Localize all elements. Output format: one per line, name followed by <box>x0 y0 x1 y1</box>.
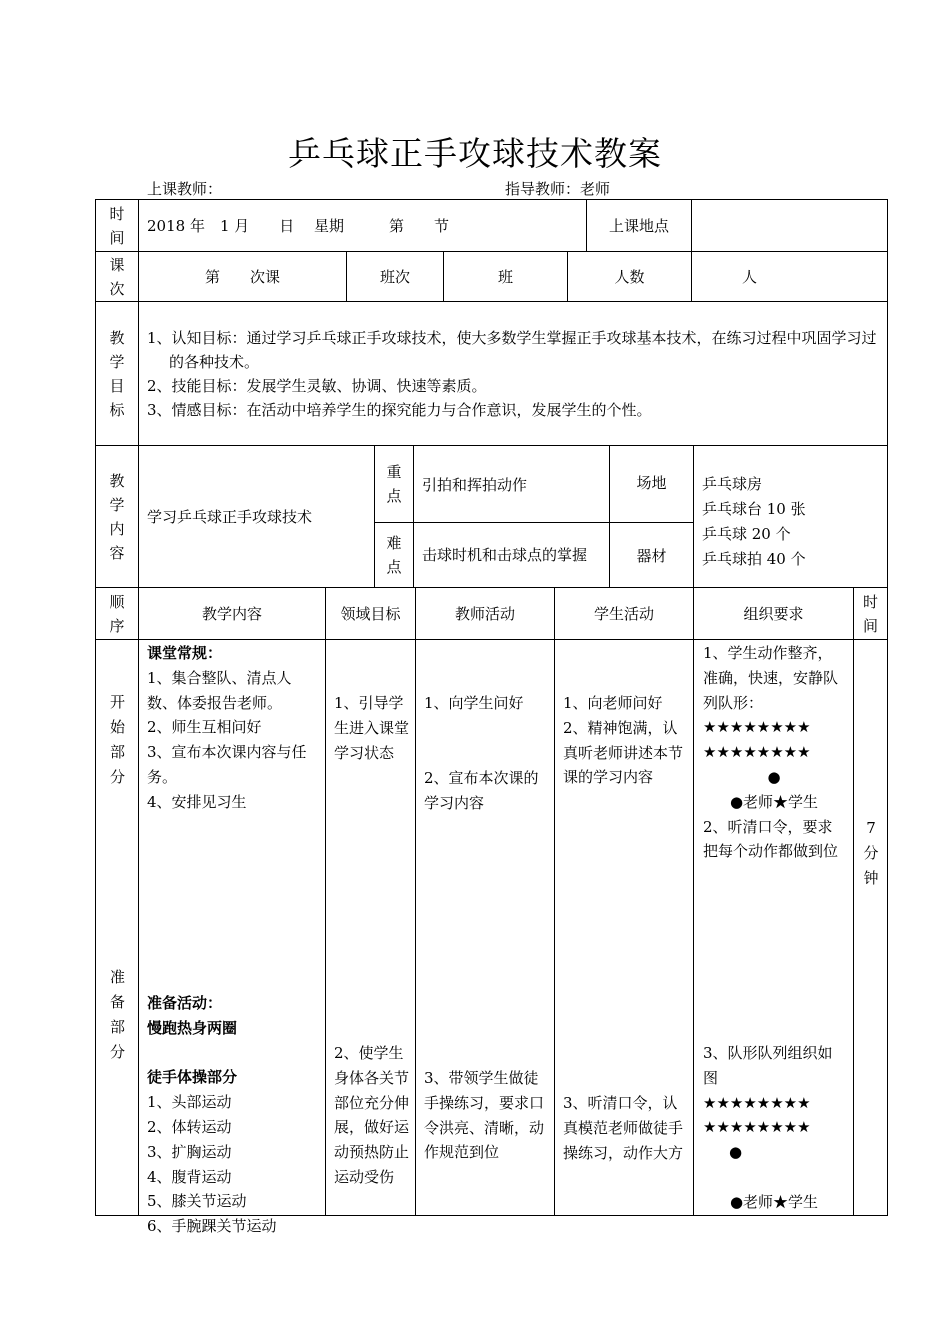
teacher-header: 教师活动 <box>416 588 555 640</box>
goals-label: 教 学 目 标 <box>96 302 139 446</box>
goals-list <box>139 302 888 446</box>
jog-title: 慢跑热身两圈 <box>147 1018 238 1037</box>
difficulty-label: 难 点 <box>375 523 414 588</box>
header-row <box>96 588 888 640</box>
content-label: 教 学 内 容 <box>96 446 139 588</box>
content-item: 2、体转运动 <box>147 1117 232 1136</box>
time-cell <box>854 640 888 1216</box>
resource-item: 乒乓球房 <box>702 474 763 493</box>
teacher-activity-3: 3、带领学生做徒手操练习，要求口令洪亮、清晰，动作规范到位 <box>424 1069 545 1162</box>
teacher-label: 上课教师： <box>147 180 223 198</box>
advisor-label: 指导教师：老师 <box>505 180 611 198</box>
teacher-dot: ● <box>767 767 781 786</box>
content-item: 4、安排见习生 <box>147 792 247 811</box>
topic-value: 学习乒乓球正手攻球技术 <box>139 446 375 588</box>
domain-header: 领域目标 <box>326 588 416 640</box>
count-value: 人 <box>692 252 888 302</box>
class-value: 班 <box>444 252 568 302</box>
content-table <box>95 445 888 588</box>
student-cell <box>555 640 694 1216</box>
prep-section-label: 准 备 部 分 <box>109 968 125 1061</box>
equipment-label: 器材 <box>610 523 694 588</box>
domain-goal-2: 2、使学生身体各关节部位充分伸展，做好运动预热防止运动受伤 <box>334 1044 410 1186</box>
time-label: 时 间 <box>96 200 139 252</box>
place-value <box>692 200 888 252</box>
domain-goal-1: 1、引导学生进入课堂学习状态 <box>334 694 410 762</box>
goal-item: 1、认知目标：通过学习乒乓球正手攻球技术，使大多数学生掌握正手攻球基本技术，在练习过程中巩固学习过的各种技术。 <box>147 328 877 371</box>
org-requirement-1: 1、学生动作整齐，准确，快速，安静队列队形： <box>703 644 839 712</box>
content-item: 1、头部运动 <box>147 1093 232 1112</box>
order-header: 顺 序 <box>96 588 139 640</box>
time-row <box>96 200 888 252</box>
time-header: 时 间 <box>854 588 888 640</box>
formation-row: ★★★★★★★★ <box>703 1118 811 1137</box>
domain-cell <box>326 640 416 1216</box>
resource-item: 乒乓球 20 个 <box>702 524 791 543</box>
content-cell <box>139 640 326 1236</box>
venue-label: 场地 <box>610 446 694 523</box>
content-item: 3、宣布本次课内容与任务。 <box>147 743 307 786</box>
student-header: 学生活动 <box>555 588 694 640</box>
lesson-label: 课 次 <box>96 252 139 302</box>
date-value: 2018 年 1 月 日 星期 第 节 <box>139 200 587 252</box>
content-item: 1、集合整队、清点人数、体委报告老师。 <box>147 668 292 712</box>
page-title: 乒乓球正手攻球技术教案 <box>288 134 662 173</box>
resource-item: 乒乓球台 10 张 <box>702 499 806 518</box>
lesson-info-table <box>95 199 888 446</box>
resource-list <box>694 446 888 588</box>
warmup-title: 准备活动： <box>147 994 223 1012</box>
content-header: 教学内容 <box>139 588 326 640</box>
formation-row: ★★★★★★★★ <box>703 718 811 737</box>
content-item: 6、手腕踝关节运动 <box>147 1217 277 1236</box>
student-activity-3: 3、听清口令，认真模范老师做徒手操练习，动作大方 <box>563 1094 684 1162</box>
calisthenics-title: 徒手体操部分 <box>147 1068 238 1087</box>
count-label: 人数 <box>568 252 692 302</box>
content-item: 4、腹背运动 <box>147 1167 232 1186</box>
resource-item: 乒乓球拍 40 个 <box>702 549 806 568</box>
procedure-table <box>95 587 888 1236</box>
key-point-label: 重 点 <box>375 446 414 523</box>
time-value: 7 分 钟 <box>863 819 879 887</box>
formation-row: ★★★★★★★★ <box>703 1093 811 1112</box>
teacher-activity-2: 2、宣布本次课的学习内容 <box>424 769 539 812</box>
goal-item: 2、技能目标：发展学生灵敏、协调、快速等素质。 <box>147 376 487 395</box>
formation-row: ★★★★★★★★ <box>703 743 811 762</box>
routine-title: 课堂常规： <box>147 644 223 662</box>
formation-legend: ●老师★学生 <box>729 1192 819 1211</box>
order-cell <box>96 640 139 1216</box>
start-section-label: 开 始 部 分 <box>109 693 125 786</box>
teacher-dot: ● <box>729 1143 743 1162</box>
teacher-cell <box>416 640 555 1216</box>
difficulty-value: 击球时机和击球点的掌握 <box>414 523 610 588</box>
content-item: 3、扩胸运动 <box>147 1142 232 1161</box>
org-requirement-3: 3、队形队列组织如图 <box>703 1044 833 1087</box>
class-label: 班次 <box>347 252 444 302</box>
body-row <box>96 640 888 1216</box>
formation-legend: ●老师★学生 <box>729 792 819 811</box>
place-label: 上课地点 <box>587 200 692 252</box>
teacher-activity-1: 1、向学生问好 <box>424 694 524 712</box>
org-cell <box>694 640 854 1216</box>
student-activity: 1、向老师问好 <box>563 694 663 712</box>
goals-row <box>96 302 888 446</box>
org-requirement-2: 2、听清口令，要求把每个动作都做到位 <box>703 817 839 861</box>
key-point-value: 引拍和挥拍动作 <box>414 446 610 523</box>
content-item: 2、师生互相问好 <box>147 718 262 737</box>
lesson-number: 第 次课 <box>139 252 347 302</box>
student-activity: 2、精神饱满，认真听老师讲述本节课的学习内容 <box>563 718 684 787</box>
org-header: 组织要求 <box>694 588 854 640</box>
lesson-row <box>96 252 888 302</box>
content-item: 5、膝关节运动 <box>147 1192 247 1211</box>
goal-item: 3、情感目标：在活动中培养学生的探究能力与合作意识，发展学生的个性。 <box>147 400 652 419</box>
